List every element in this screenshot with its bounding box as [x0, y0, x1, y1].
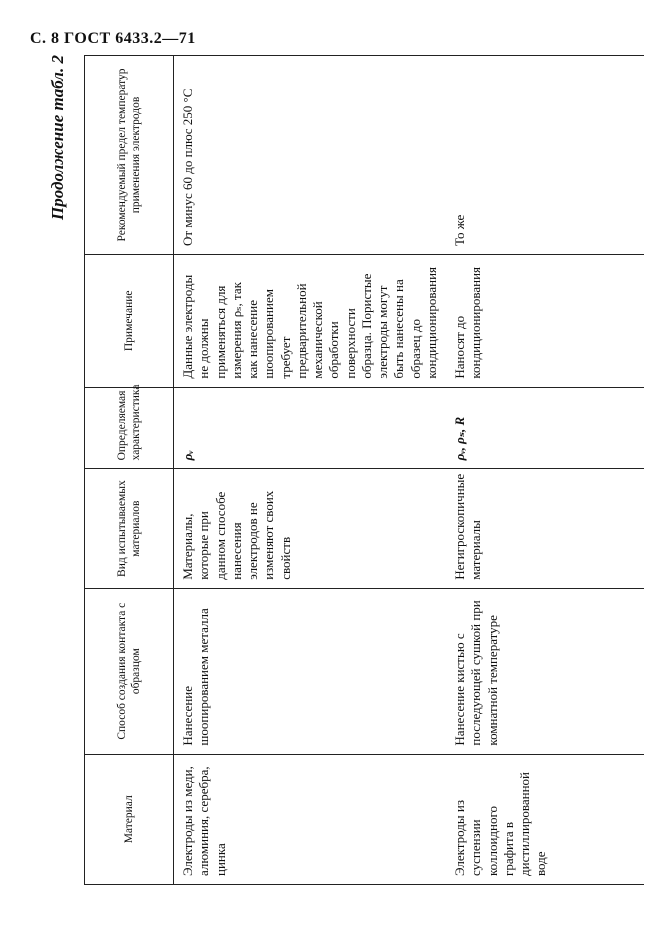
cell-materials-type: Материалы, которые при данном способе нанесения электродов не изменяют своих свойств: [174, 469, 447, 588]
rotated-table-area: [48, 55, 644, 885]
page-header: С. 8 ГОСТ 6433.2—71: [30, 30, 196, 47]
cell-characteristic: ρᵥ, ρₛ, R: [446, 387, 644, 469]
header-method: Способ создания контакта с образцом: [85, 588, 174, 754]
table-row: [174, 56, 447, 885]
cell-materials-type: Негигроскопичные материалы: [446, 469, 644, 588]
cell-method: Нанесение кистью с последующей сушкой при комнатной температуре: [446, 588, 644, 754]
cell-note: Наносят до кондиционирования: [446, 255, 644, 388]
header-note: Примечание: [85, 255, 174, 388]
cell-material: Электроды из меди, алюминия, серебра, цинка: [174, 754, 447, 884]
cell-material: Электроды из суспензии коллоидного графита в дистиллированной воде: [446, 754, 644, 884]
cell-temperature: То же: [446, 56, 644, 255]
header-material: Материал: [85, 754, 174, 884]
table-header-row: [85, 56, 174, 885]
table-row: [446, 56, 644, 885]
continuation-label: Продолжение табл. 2: [48, 55, 67, 220]
header-materials-type: Вид испытываемых материалов: [85, 469, 174, 588]
cell-characteristic: ρᵥ: [174, 387, 447, 469]
cell-temperature: От минус 60 до плюс 250 °С: [174, 56, 447, 255]
electrodes-table: [84, 55, 644, 885]
cell-method: Нанесение шоопированием металла: [174, 588, 447, 754]
header-characteristic: Определяемая характеристика: [85, 387, 174, 469]
header-temperature: Рекомендуемый предел температур применения электродов: [85, 56, 174, 255]
cell-note: Данные электроды не должны применяться для измерения ρₛ, так как нанесение шоопированием требует предварительной механической обработки поверхности образца. Пористые электроды могут быть нанесены на образец до кондиционирования: [174, 255, 447, 388]
